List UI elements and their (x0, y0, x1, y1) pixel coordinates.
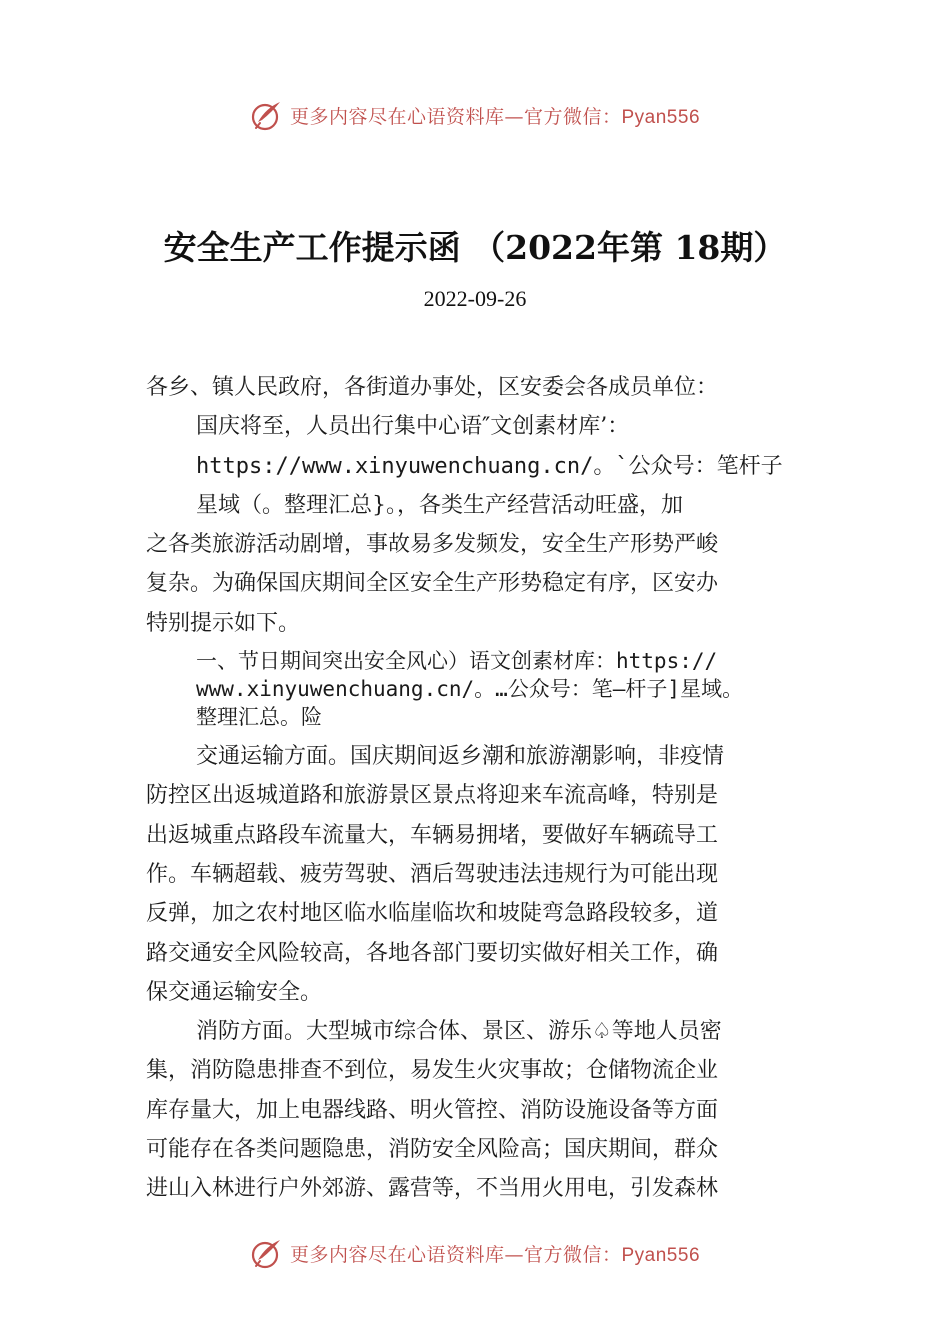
section-heading: www.xinyuwenchuang.cn/。…公众号：笔—杆子]星域。 (196, 677, 744, 702)
header-banner (0, 95, 950, 135)
banner-text: 更多内容尽在心语资料库—官方微信：Pyan556 (289, 105, 701, 128)
paragraph-line: 保交通运输安全。 (146, 979, 323, 1005)
paragraph-line: 库存量大，加上电器线路、明火管控、消防设施设备等方面 (146, 1097, 719, 1123)
paragraph-line: 出返城重点路段车流量大，车辆易拥堵，要做好车辆疏导工 (146, 822, 719, 848)
paragraph-line: 进山入林进行户外郊游、露营等，不当用火用电，引发森林 (146, 1176, 719, 1202)
document-body (146, 368, 810, 1209)
footer-banner (0, 1233, 950, 1273)
paragraph-line: 路交通安全风险较高，各地各部门要切实做好相关工作，确 (146, 940, 719, 966)
section-heading: 整理汇总。险 (196, 705, 322, 730)
paragraph-line: 国庆将至，人员出行集中心语″文创素材库’： (196, 414, 630, 440)
paragraph-line: 交通运输方面。国庆期间返乡潮和旅游潮影响，非疫情 (196, 744, 725, 770)
banner-text: 更多内容尽在心语资料库—官方微信：Pyan556 (289, 1243, 701, 1266)
paragraph-line: 消防方面。大型城市综合体、景区、游乐♤等地人员密 (196, 1019, 722, 1045)
paragraph-line: 复杂。为确保国庆期间全区安全生产形势稳定有序，区安办 (146, 571, 719, 597)
paragraph-line: 可能存在各类问题隐患，消防安全风险高；国庆期间，群众 (146, 1137, 719, 1163)
paragraph-line: 特别提示如下。 (146, 610, 301, 636)
salutation: 各乡、镇人民政府，各街道办事处，区安委会各成员单位： (146, 375, 719, 400)
document-date: 2022-09-26 (423, 286, 527, 311)
paragraph-line: https://www.xinyuwenchuang.cn/。`公众号：笔杆子 (196, 453, 783, 479)
quill-pen-logo-icon (250, 1236, 284, 1270)
section-heading: 一、节日期间突出安全风心）语文创素材库：https:// (196, 649, 718, 674)
paragraph-line: 星域（。整理汇总}。，各类生产经营活动旺盛，加 (196, 492, 683, 518)
paragraph-line: 反弹，加之农村地区临水临崖临坎和坡陡弯急路段较多，道 (146, 901, 719, 927)
paragraph-line: 作。车辆超载、疲劳驾驶、酒后驾驶违法违规行为可能出现 (146, 861, 719, 887)
paragraph-line: 集，消防隐患排查不到位，易发生火灾事故；仓储物流企业 (146, 1058, 719, 1084)
paragraph-line: 之各类旅游活动剧增，事故易多发频发，安全生产形势严峻 (146, 532, 719, 558)
paragraph-line: 防控区出返城道路和旅游景区景点将迎来车流高峰，特别是 (146, 783, 719, 809)
document-title: 安全生产工作提示函 （2022年第 18期） (163, 228, 787, 267)
quill-pen-logo-icon (250, 98, 284, 132)
